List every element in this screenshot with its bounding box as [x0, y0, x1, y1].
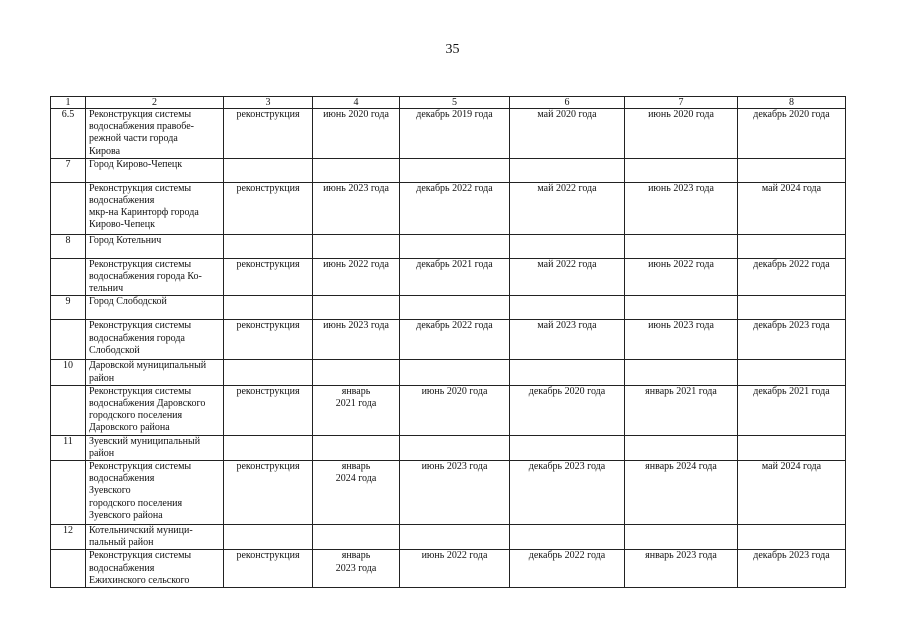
table-cell — [400, 435, 510, 460]
table-cell: реконструкция — [224, 109, 313, 159]
table-cell: май 2023 года — [510, 320, 625, 360]
table-row — [51, 234, 846, 258]
table-cell: Реконструкция системы водоснабжения города Слободской — [86, 320, 224, 360]
table-cell: июнь 2022 года — [400, 550, 510, 588]
table-cell — [313, 435, 400, 460]
table-cell — [738, 525, 846, 550]
table-cell: 12 — [51, 525, 86, 550]
table-cell — [51, 461, 86, 525]
table-cell — [313, 158, 400, 182]
table-cell: Реконструкция системы водоснабжения мкр-на Каринторф города Кирово-Чепецк — [86, 182, 224, 234]
table-cell — [625, 525, 738, 550]
table-cell — [510, 234, 625, 258]
table-cell: май 2024 года — [738, 461, 846, 525]
table-cell — [313, 525, 400, 550]
table-cell — [400, 234, 510, 258]
table-cell: Город Слободской — [86, 296, 224, 320]
column-header: 4 — [313, 97, 400, 109]
table-cell: 6.5 — [51, 109, 86, 159]
table-cell — [224, 360, 313, 385]
table-cell — [224, 525, 313, 550]
table-row — [51, 258, 846, 296]
table-cell — [51, 182, 86, 234]
table-cell — [400, 296, 510, 320]
table-cell: январь 2024 года — [625, 461, 738, 525]
table-cell — [738, 360, 846, 385]
table-cell: реконструкция — [224, 258, 313, 296]
table-cell — [738, 435, 846, 460]
table-row — [51, 182, 846, 234]
table-cell: Даровской муниципальный район — [86, 360, 224, 385]
table-row — [51, 435, 846, 460]
table-cell: май 2020 года — [510, 109, 625, 159]
table-cell — [510, 435, 625, 460]
table-cell: реконструкция — [224, 320, 313, 360]
column-header: 8 — [738, 97, 846, 109]
table-row — [51, 461, 846, 525]
table-cell — [510, 360, 625, 385]
table-cell: Реконструкция системы водоснабжения города Ко- тельнич — [86, 258, 224, 296]
table-cell: Реконструкция системы водоснабжения Зуевского городского поселения Зуевского района — [86, 461, 224, 525]
table-cell — [738, 158, 846, 182]
table-cell: май 2022 года — [510, 182, 625, 234]
table-cell: 9 — [51, 296, 86, 320]
column-header: 3 — [224, 97, 313, 109]
column-header: 1 — [51, 97, 86, 109]
table-cell: декабрь 2023 года — [738, 550, 846, 588]
page-number: 35 — [445, 42, 460, 57]
table-cell: декабрь 2022 года — [738, 258, 846, 296]
table-cell: июнь 2023 года — [313, 182, 400, 234]
table-row — [51, 320, 846, 360]
table-cell — [625, 158, 738, 182]
table-cell: Котельничский муници- пальный район — [86, 525, 224, 550]
table-cell — [625, 296, 738, 320]
table-cell — [400, 158, 510, 182]
table-cell: июнь 2020 года — [313, 109, 400, 159]
table-cell: июнь 2020 года — [400, 385, 510, 435]
table-cell — [738, 296, 846, 320]
table-cell — [313, 296, 400, 320]
table-cell: июнь 2023 года — [625, 320, 738, 360]
table-cell: декабрь 2021 года — [738, 385, 846, 435]
project-schedule-table — [50, 96, 846, 588]
table-cell: декабрь 2022 года — [400, 320, 510, 360]
table-header-row — [51, 97, 846, 109]
table-cell: 10 — [51, 360, 86, 385]
table-cell: июнь 2022 года — [625, 258, 738, 296]
column-header: 2 — [86, 97, 224, 109]
table-row — [51, 550, 846, 588]
table-cell: декабрь 2022 года — [400, 182, 510, 234]
table-cell — [224, 296, 313, 320]
table-cell: Реконструкция системы водоснабжения Ежихинского сельского — [86, 550, 224, 588]
table-cell: июнь 2023 года — [400, 461, 510, 525]
table-cell — [625, 435, 738, 460]
column-header: 6 — [510, 97, 625, 109]
table-cell — [510, 296, 625, 320]
table-cell — [224, 234, 313, 258]
table-cell: Реконструкция системы водоснабжения Даровского городского поселения Даровского района — [86, 385, 224, 435]
table-row — [51, 385, 846, 435]
table-cell: декабрь 2023 года — [510, 461, 625, 525]
table-cell — [51, 258, 86, 296]
table-cell — [51, 320, 86, 360]
table-cell: январь 2024 года — [313, 461, 400, 525]
table-cell: декабрь 2019 года — [400, 109, 510, 159]
table-cell — [625, 360, 738, 385]
table-cell: Город Кирово-Чепецк — [86, 158, 224, 182]
table-cell: январь 2023 года — [625, 550, 738, 588]
table-cell — [510, 525, 625, 550]
table-cell: Зуевский муниципальный район — [86, 435, 224, 460]
table-cell: май 2024 года — [738, 182, 846, 234]
table-cell: январь 2023 года — [313, 550, 400, 588]
table-cell: январь 2021 года — [313, 385, 400, 435]
table-cell: реконструкция — [224, 182, 313, 234]
table-row — [51, 158, 846, 182]
table-row — [51, 296, 846, 320]
table-cell: 11 — [51, 435, 86, 460]
table-cell — [625, 234, 738, 258]
table-cell — [224, 158, 313, 182]
column-header: 7 — [625, 97, 738, 109]
table-cell — [400, 525, 510, 550]
table-cell: Город Котельнич — [86, 234, 224, 258]
table-cell — [313, 360, 400, 385]
column-header: 5 — [400, 97, 510, 109]
table-row — [51, 525, 846, 550]
table-cell: май 2022 года — [510, 258, 625, 296]
table-cell: июнь 2023 года — [313, 320, 400, 360]
table-cell: 7 — [51, 158, 86, 182]
table-row — [51, 109, 846, 159]
table-cell: реконструкция — [224, 461, 313, 525]
table-cell — [738, 234, 846, 258]
table-cell — [313, 234, 400, 258]
table-cell: июнь 2022 года — [313, 258, 400, 296]
table-cell: январь 2021 года — [625, 385, 738, 435]
table-cell: Реконструкция системы водоснабжения правобе- режной части города Кирова — [86, 109, 224, 159]
table-cell: декабрь 2022 года — [510, 550, 625, 588]
table-cell: 8 — [51, 234, 86, 258]
table-cell: декабрь 2020 года — [738, 109, 846, 159]
table-cell: декабрь 2021 года — [400, 258, 510, 296]
table-cell: июнь 2023 года — [625, 182, 738, 234]
table-cell — [51, 385, 86, 435]
table-row — [51, 360, 846, 385]
table-cell — [400, 360, 510, 385]
table-cell: декабрь 2023 года — [738, 320, 846, 360]
table-cell — [510, 158, 625, 182]
table-cell — [224, 435, 313, 460]
table-cell: реконструкция — [224, 550, 313, 588]
table-cell: июнь 2020 года — [625, 109, 738, 159]
table-cell — [51, 550, 86, 588]
table-cell: декабрь 2020 года — [510, 385, 625, 435]
table-cell: реконструкция — [224, 385, 313, 435]
